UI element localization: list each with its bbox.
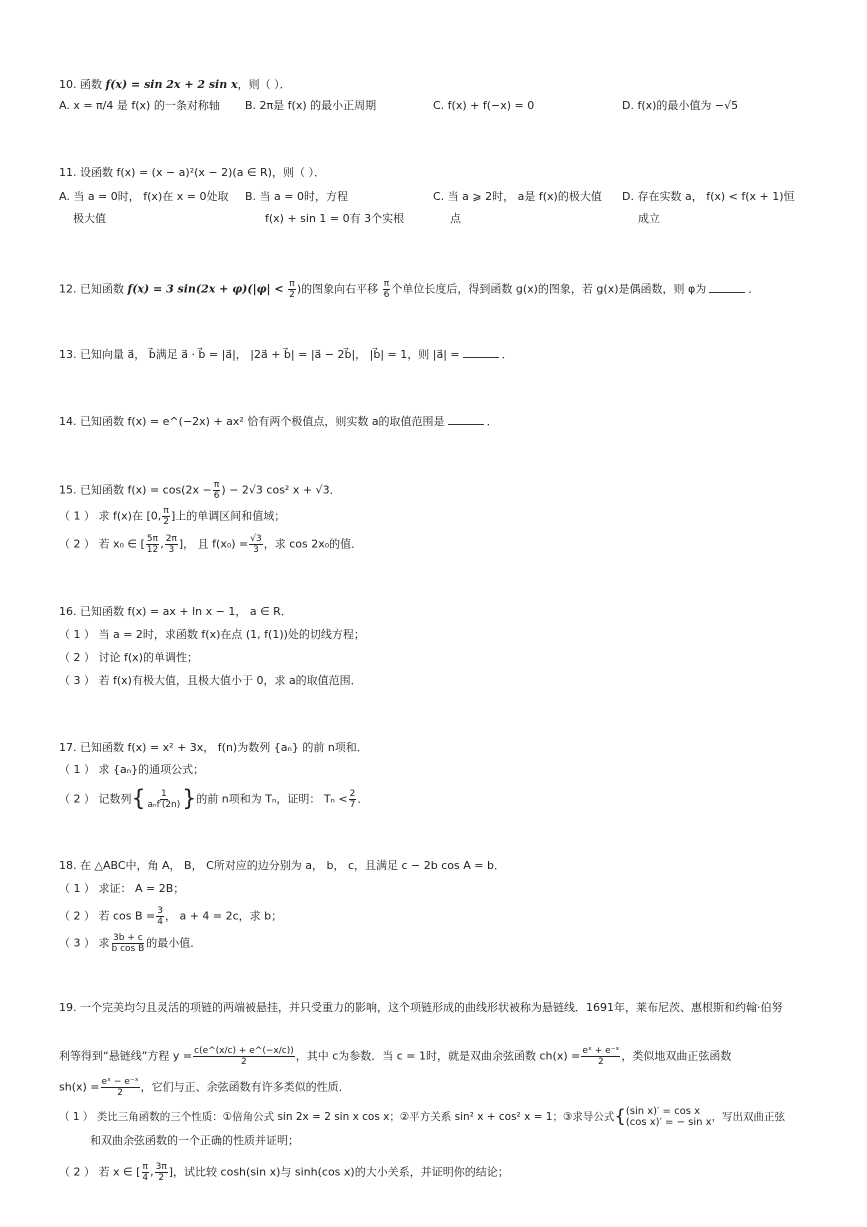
q10-option-d: D. f(x)的最小值为 −√5	[622, 99, 739, 112]
q11-option-c-line1: C. 当 a ⩾ 2时， a是 f(x)的极大值	[433, 190, 602, 203]
numerator: π	[289, 279, 295, 289]
q15-part2-mid: ]， 且 f(x₀) =	[178, 537, 249, 551]
derivative-sin: (sin x)′ = cos x	[625, 1106, 700, 1117]
q11-option-b-line1: B. 当 a = 0时，方程	[245, 190, 348, 203]
q15-part1	[59, 506, 285, 527]
denominator: 2	[598, 1057, 604, 1067]
q11-option-a-line2: 极大值	[73, 212, 106, 225]
q18-frac-expr	[111, 933, 146, 954]
numerator: π	[142, 1162, 148, 1172]
denominator: 12	[146, 545, 159, 555]
q10-option-c: C. f(x) + f(−x) = 0	[433, 99, 535, 112]
q14-end: ．	[486, 415, 498, 428]
q12-stem	[59, 279, 759, 300]
q19-line2-mid: ，其中 c为参数．当 c = 1时，就是双曲余弦函数 ch(x) =	[295, 1049, 581, 1063]
numerator: 2π	[165, 534, 177, 544]
q17-part2-pre: （ 2 ） 记数列	[59, 792, 132, 806]
numerator: eˣ + e⁻ˣ	[582, 1046, 620, 1056]
q16-part1: （ 1 ） 当 a = 2时，求函数 f(x)在点 (1, f(1))处的切线方程；	[59, 628, 365, 641]
q15-frac-sqrt3-3	[249, 534, 262, 555]
numerator: π	[163, 506, 169, 516]
q19-part1-cont: 和双曲余弦函数的一个正确的性质并证明；	[90, 1134, 299, 1147]
denominator: 7	[349, 800, 356, 810]
q18-part3	[59, 933, 201, 954]
q19-line2-pre: 利等得到“悬链线”方程 y =	[59, 1049, 193, 1063]
q19-part1-pre: （ 1 ） 类比三角函数的三个性质：①倍角公式 sin 2x = 2 sin x cos x；②平方关系 sin² x + cos² x = 1；③求导公式	[59, 1111, 615, 1123]
q18-part2-pre: （ 2 ） 若 cos B =	[59, 909, 156, 923]
q19-line2	[59, 1046, 731, 1067]
q10-option-b: B. 2π是 f(x) 的最小正周期	[245, 99, 377, 112]
numerator: c(e^(x/c) + e^(−x/c))	[194, 1046, 294, 1056]
denominator: 2	[117, 1088, 123, 1098]
q14-text: 14. 已知函数 f(x) = e^(−2x) + ax² 恰有两个极值点，则实数 a的取值范围是	[59, 415, 445, 428]
q17-part2-end: ．	[357, 792, 369, 806]
q19-part2-pre: （ 2 ） 若 x ∈ [	[59, 1165, 141, 1179]
q15-frac-pi-6	[213, 480, 221, 501]
q19-line3	[59, 1077, 350, 1098]
q19-part2: （ 2 ） 若 x ∈ [ $\frac{\pi}{4}$ , $\frac{3\pi}{2}$ ]，试比较 cosh(sin x)与 sinh(cos x)的大小关系，并证明你的结论；	[59, 1162, 509, 1183]
q19-line1: 19. 一个完美均匀且灵活的项链的两端被悬挂，并只受重力的影响，这个项链形成的曲线形状被称为悬链线．1691年，莱布尼茨、惠根斯和约翰·伯努	[59, 1001, 783, 1014]
denominator: 6	[213, 491, 220, 501]
numerator: √3	[250, 534, 262, 544]
q15-part2-post: ，求 cos 2x₀的值．	[263, 537, 363, 551]
answer-blank	[448, 414, 484, 425]
q11-option-d-line1: D. 存在实数 a， f(x) < f(x + 1)恒	[622, 190, 795, 203]
denominator: b cos B	[111, 944, 145, 954]
q16-part2: （ 2 ） 讨论 f(x)的单调性；	[59, 651, 198, 664]
q10-option-a: A. x = π/4 是 f(x) 的一条对称轴	[59, 99, 220, 112]
q19-part2-post: ]，试比较 cosh(sin x)与 sinh(cos x)的大小关系，并证明你的结论；	[168, 1165, 509, 1179]
q12-post: 个单位长度后，得到函数 g(x)的图象，若 g(x)是偶函数，则 φ为	[391, 282, 707, 296]
q18-part1: （ 1 ） 求证： A = 2B；	[59, 882, 185, 895]
denominator: aₙf′(2n)	[147, 800, 181, 810]
q11-stem: 11. 设函数 f(x) = (x − a)²(x − 2)(a ∈ R)，则（ ）．	[59, 166, 325, 179]
numerator: eˣ − e⁻ˣ	[101, 1077, 139, 1087]
q10-expr: f(x) = sin 2x + 2 sin x	[105, 78, 238, 91]
q18-frac-3-4	[156, 906, 164, 927]
q15-frac-2pi-3	[165, 534, 178, 555]
q18-part3-pre: （ 3 ） 求	[59, 936, 110, 950]
q12-frac-pi-2	[288, 279, 296, 300]
q19-part1-post: ，写出双曲正弦	[711, 1111, 786, 1123]
denominator: 2	[241, 1057, 247, 1067]
numerator: 2	[349, 789, 356, 799]
q19-line3-post: ，它们与正、余弦函数有许多类似的性质．	[140, 1080, 350, 1094]
q12-expr: f(x) = 3 sin(2x + φ)(|φ| <	[127, 282, 284, 296]
q16-part3: （ 3 ） 若 f(x)有极大值，且极大值小于 0，求 a的取值范围．	[59, 674, 362, 687]
q10-stem-text: 10. 函数	[59, 78, 102, 91]
q17-part2: （ 2 ） 记数列{ $\frac{1}{\text{aₙf′(2n)}}$ }的前 n项和为 Tₙ，证明： Tₙ < $\frac{2}{7}$ ．	[59, 786, 369, 812]
q19-frac-catenary	[193, 1046, 295, 1067]
q17-part2-post: 的前 n项和为 Tₙ，证明： Tₙ <	[196, 792, 348, 806]
q17-frac-2-7	[349, 789, 357, 810]
q11-option-d-line2: 成立	[638, 212, 660, 225]
q13-stem	[59, 347, 513, 362]
q19-frac-sinh	[101, 1077, 140, 1098]
numerator: 1	[161, 789, 167, 799]
q18-part2	[59, 906, 282, 927]
denominator: 3	[253, 545, 259, 555]
q16-stem: 16. 已知函数 f(x) = ax + ln x − 1， a ∈ R．	[59, 605, 292, 618]
answer-blank	[709, 282, 745, 293]
q18-part2-post: ， a + 4 = 2c，求 b；	[164, 909, 283, 923]
q15-part2: （ 2 ） 若 x₀ ∈ [ $\frac{5\pi}{12}$ , $\frac{2\pi}{3}$ ]， 且 f(x₀) = $\frac{√3}{3}$ ，求 cos 2x₀的值．	[59, 534, 363, 555]
q19-frac-cosh	[581, 1046, 620, 1067]
denominator: 2	[163, 517, 169, 527]
q11-option-b-line2: f(x) + sin 1 = 0有 3个实根	[265, 212, 405, 225]
q19-frac-3pi-2	[155, 1162, 168, 1183]
numerator: 3b + c	[113, 933, 143, 943]
q10-tail: ，则（ ）．	[237, 78, 291, 91]
q12-end: ．	[748, 282, 760, 296]
q15-part1-post: ]上的单调区间和值域；	[170, 509, 286, 523]
numerator: 3π	[155, 1162, 167, 1172]
q19-part1: （ 1 ） 类比三角函数的三个性质：①倍角公式 sin 2x = 2 sin x cos x；②平方关系 sin² x + cos² x = 1；③求导公式{ (sin x)′ = cos x (cos x)′ = − sin x ，写出双曲正弦	[59, 1106, 786, 1128]
q10-stem	[59, 78, 291, 92]
q12-mid: )的图象向右平移	[296, 282, 379, 296]
q17-part1: （ 1 ） 求 {aₙ}的通项公式；	[59, 763, 205, 776]
q15-part2-pre: （ 2 ） 若 x₀ ∈ [	[59, 537, 145, 551]
q15-stem-pre: 15. 已知函数 f(x) = cos(2x −	[59, 483, 212, 497]
q12-frac-pi-6	[383, 279, 391, 300]
numerator: 3	[157, 906, 163, 916]
q19-frac-pi-4	[141, 1162, 149, 1183]
q11-option-c-line2: 点	[450, 212, 461, 225]
q13-end: ．	[501, 348, 513, 361]
denominator: 4	[157, 917, 163, 927]
q19-line3-pre: sh(x) =	[59, 1080, 100, 1094]
q19-line2-post: ，类似地双曲正弦函数	[621, 1049, 732, 1063]
q13-text: 13. 已知向量 a⃗， b⃗满足 a⃗ · b⃗ = |a⃗|， |2a⃗ + b⃗| = |a⃗ − 2b⃗|， |b⃗| = 1，则 |a⃗| =	[59, 348, 460, 361]
q18-part3-post: 的最小值．	[146, 936, 202, 950]
q19-derivative-system	[626, 1106, 712, 1128]
derivative-cos: (cos x)′ = − sin x	[625, 1117, 712, 1128]
denominator: 6	[383, 290, 390, 300]
q18-stem: 18. 在 △ABC中，角 A， B， C所对应的边分别为 a， b， c，且满足 c − 2b cos A = b．	[59, 859, 505, 872]
q17-frac-sequence	[147, 789, 182, 810]
numerator: π	[213, 480, 220, 490]
denominator: 3	[168, 545, 175, 555]
q11-option-a-line1: A. 当 a = 0时， f(x)在 x = 0处取	[59, 190, 229, 203]
q15-part1-pre: （ 1 ） 求 f(x)在 [0,	[59, 509, 162, 523]
numerator: π	[383, 279, 390, 289]
answer-blank	[463, 347, 499, 358]
q15-stem-post: ) − 2√3 cos² x + √3．	[221, 483, 341, 497]
q12-pre: 12. 已知函数	[59, 282, 124, 296]
denominator: 2	[289, 290, 295, 300]
denominator: 2	[158, 1173, 165, 1183]
numerator: 5π	[146, 534, 159, 544]
denominator: 4	[142, 1173, 149, 1183]
q14-stem	[59, 414, 498, 429]
q15-frac-pi-2	[162, 506, 170, 527]
q17-stem: 17. 已知函数 f(x) = x² + 3x， f(n)为数列 {aₙ} 的前 n项和．	[59, 741, 368, 754]
q15-frac-5pi-12	[146, 534, 159, 555]
q15-stem	[59, 480, 341, 501]
